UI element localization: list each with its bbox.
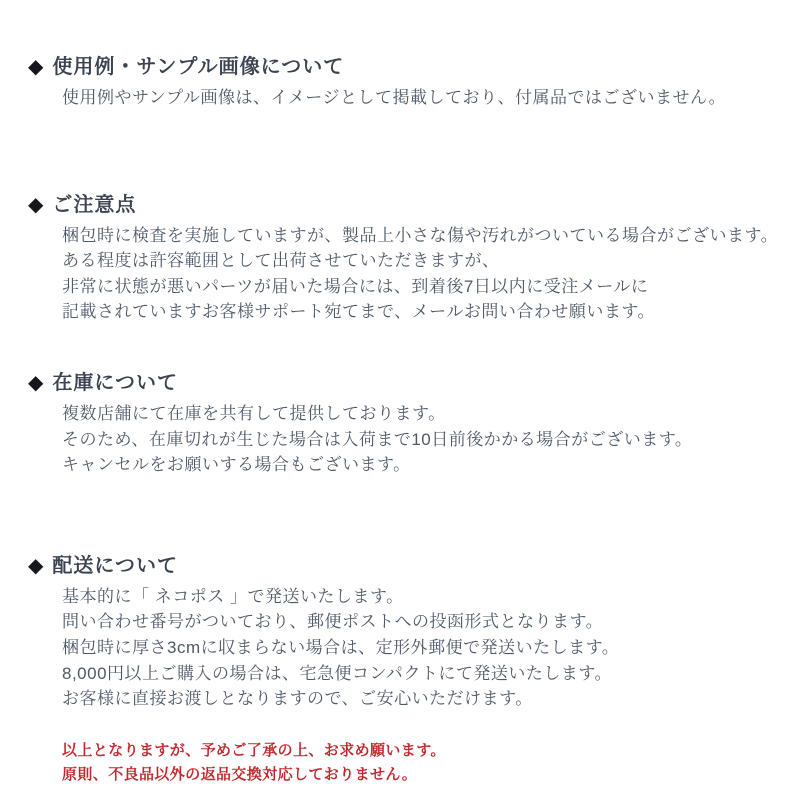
section-body bbox=[28, 401, 792, 478]
body-line: そのため、在庫切れが生じた場合は入荷まで10日前後かかる場合がございます。 bbox=[62, 429, 693, 449]
body-line: ある程度は許容範囲として出荷させていただきますが、 bbox=[62, 251, 500, 271]
body-line: キャンセルをお願いする場合もございます。 bbox=[62, 455, 411, 475]
warning-notice bbox=[28, 739, 792, 788]
body-line: 梱包時に厚さ3cmに収まらない場合は、定形外郵便で発送いたします。 bbox=[62, 637, 620, 657]
diamond-bullet-icon: ◆ bbox=[28, 56, 44, 78]
section-body bbox=[28, 223, 792, 325]
body-line: 問い合わせ番号がついており、郵便ポストへの投函形式となります。 bbox=[62, 612, 604, 632]
warning-line: 以上となりますが、予めご了承の上、お求め願います。 bbox=[62, 741, 446, 759]
section-title: ご注意点 bbox=[52, 193, 137, 216]
section-usage-sample-images bbox=[28, 55, 792, 111]
diamond-bullet-icon: ◆ bbox=[28, 193, 44, 216]
body-line: 非常に状態が悪いパーツが届いた場合には、到着後7日以内に受注メールに bbox=[62, 276, 649, 296]
section-shipping bbox=[28, 554, 792, 712]
body-line: 基本的に「 ネコポス 」で発送いたします。 bbox=[62, 586, 404, 606]
body-line: 記載されていますお客様サポート宛てまで、メールお問い合わせ願います。 bbox=[62, 302, 655, 322]
diamond-bullet-icon: ◆ bbox=[28, 554, 44, 577]
section-body bbox=[28, 584, 792, 712]
body-line: 複数店舗にて在庫を共有して提供しております。 bbox=[62, 403, 446, 423]
section-heading bbox=[28, 554, 792, 578]
section-heading bbox=[28, 193, 792, 217]
section-title: 在庫について bbox=[52, 371, 178, 394]
section-stock bbox=[28, 371, 792, 478]
body-line: 8,000円以上ご購入の場合は、宅急便コンパクトにて発送いたします。 bbox=[62, 663, 612, 683]
section-title: 使用例・サンプル画像について bbox=[52, 56, 345, 78]
section-heading bbox=[28, 55, 792, 79]
section-title: 配送について bbox=[52, 554, 178, 577]
section-cautions bbox=[28, 193, 792, 325]
section-heading bbox=[28, 371, 792, 395]
warning-line: 原則、不良品以外の返品交換対応しておりません。 bbox=[62, 766, 418, 784]
body-line: 梱包時に検査を実施していますが、製品上小さな傷や汚れがついている場合がございます。 bbox=[62, 225, 779, 245]
body-line: お客様に直接お渡しとなりますので、ご安心いただけます。 bbox=[62, 689, 533, 709]
section-body bbox=[28, 85, 792, 111]
diamond-bullet-icon: ◆ bbox=[28, 371, 44, 394]
body-line: 使用例やサンプル画像は、イメージとして掲載しており、付属品ではございません。 bbox=[62, 88, 726, 107]
